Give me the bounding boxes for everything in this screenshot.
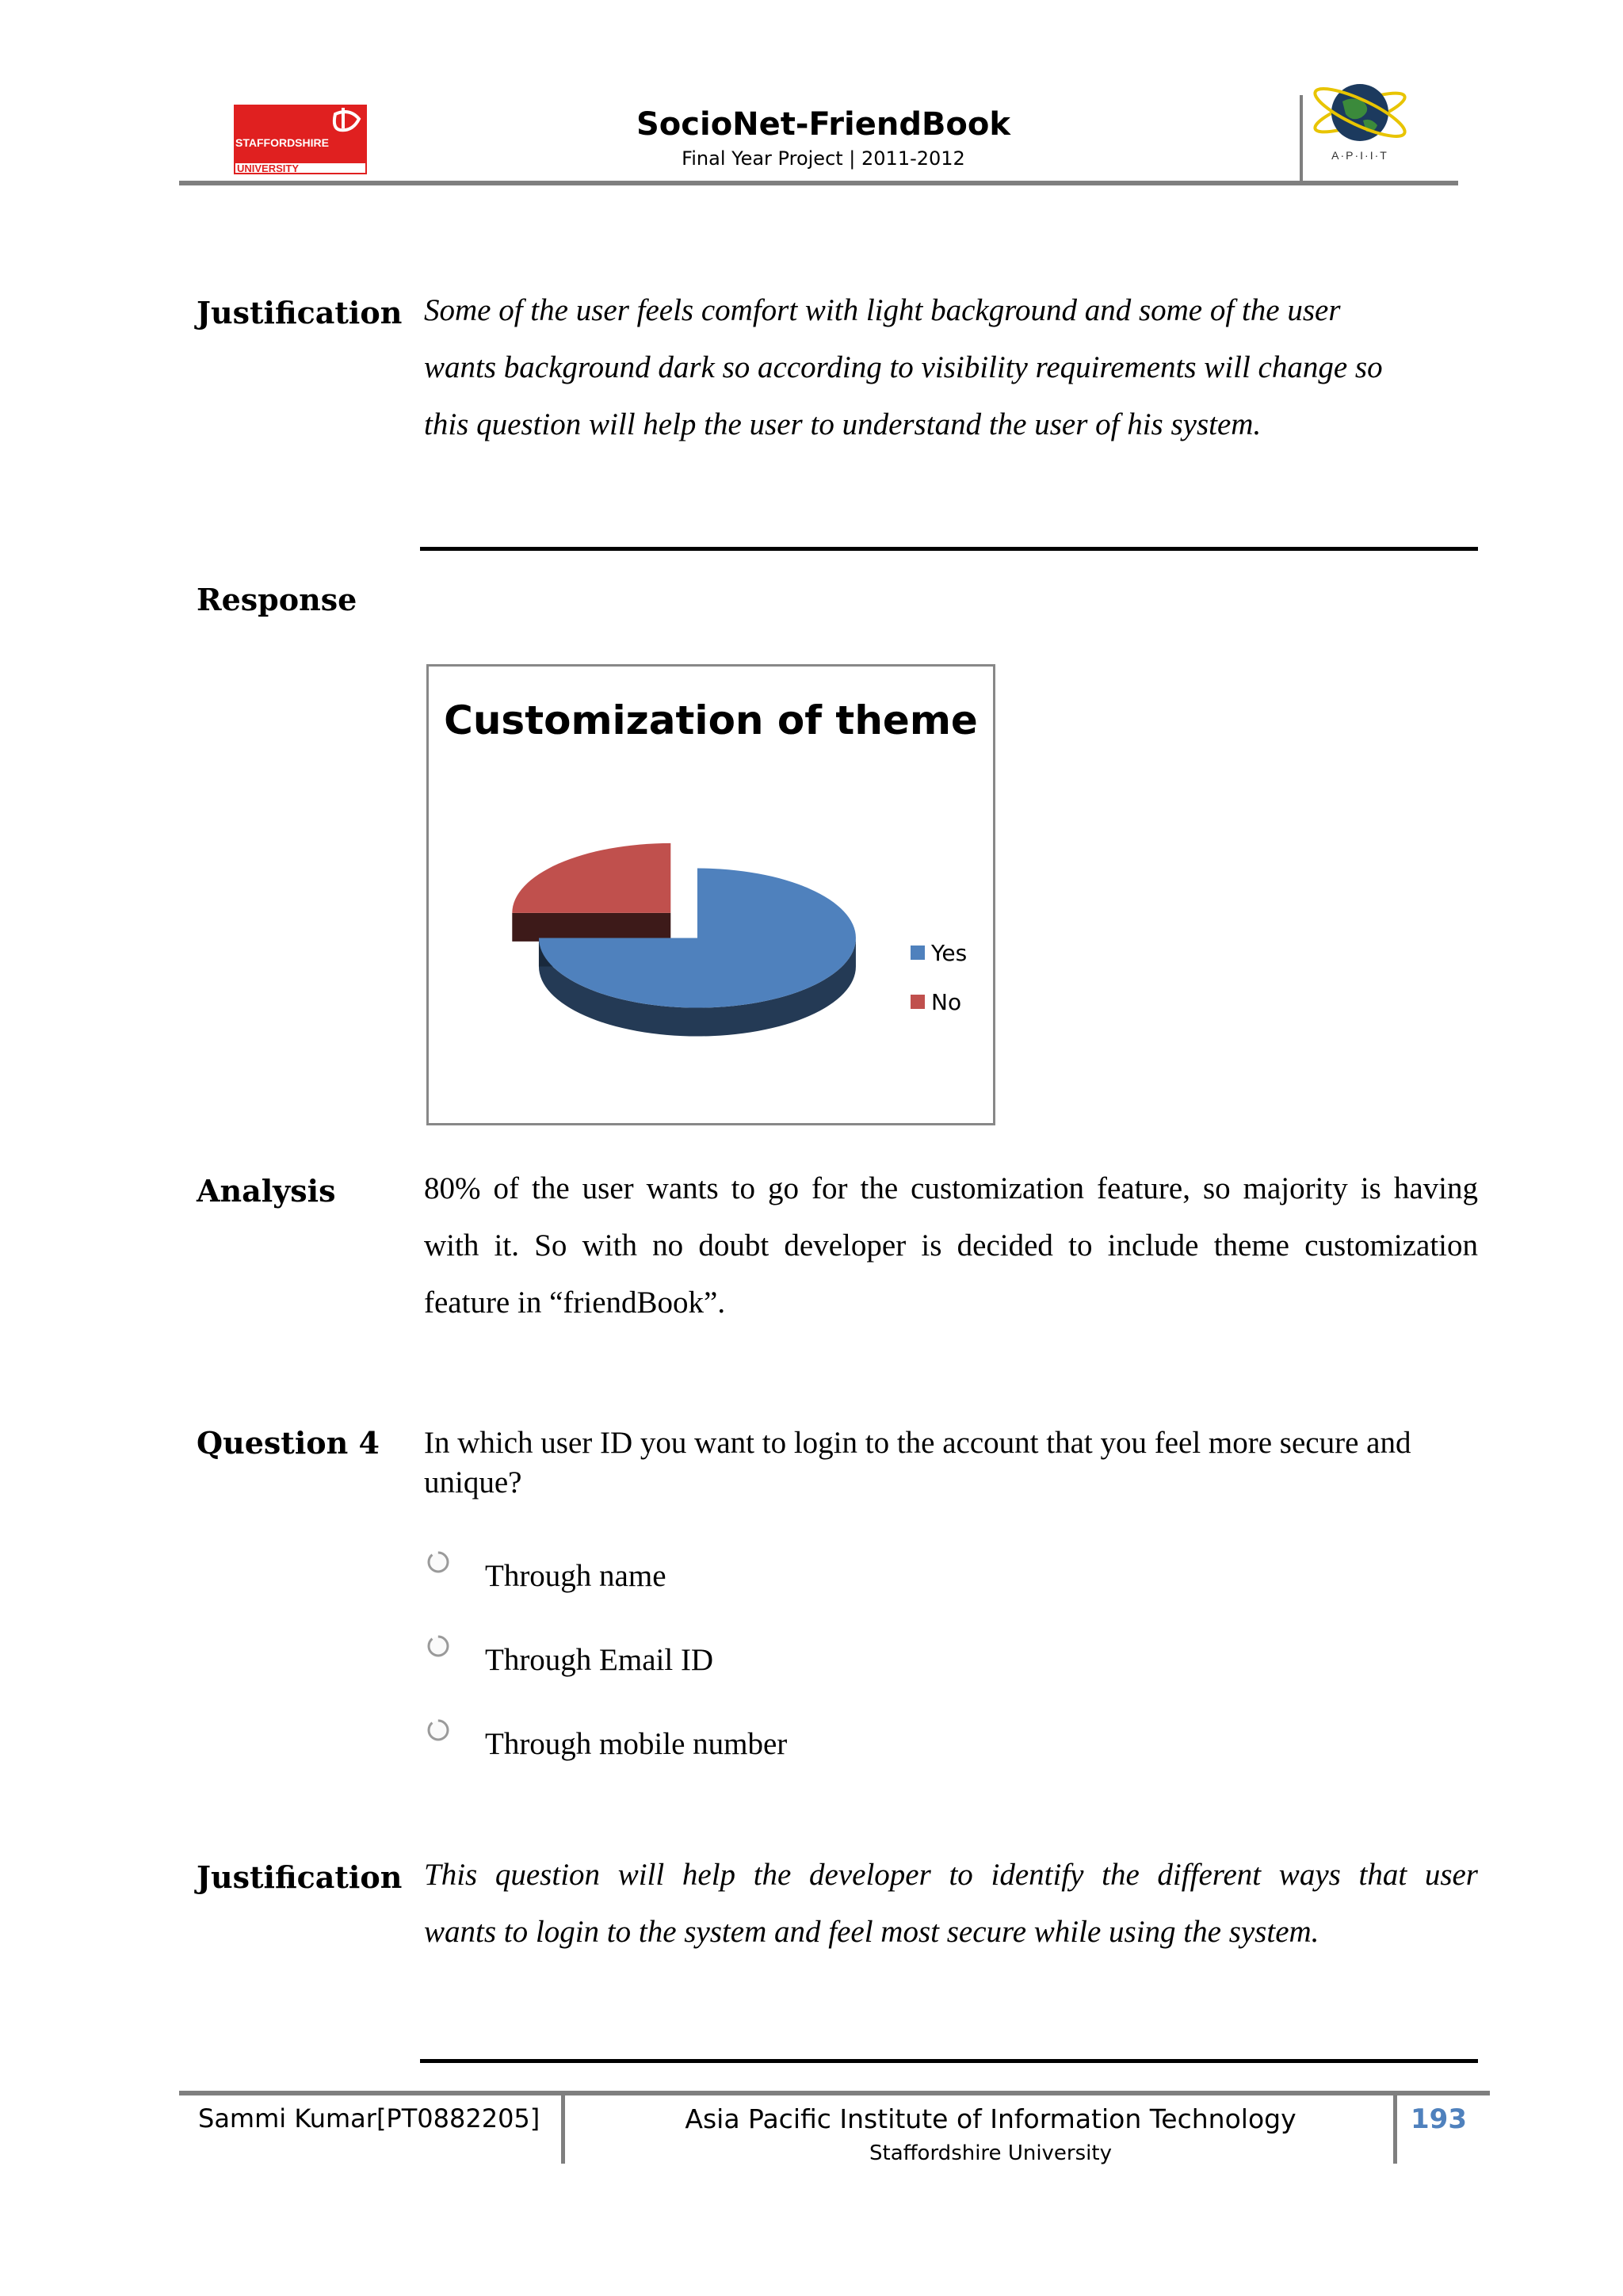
- staffordshire-logo-line1: STAFFORDSHIRE: [235, 136, 329, 149]
- analysis-line: feature in “friendBook”.: [424, 1286, 726, 1320]
- section-rule-2: [420, 2059, 1478, 2063]
- apiit-logo-text: A·P·I·I·T: [1331, 149, 1388, 162]
- response-label: Response: [197, 582, 357, 617]
- pie-chart: [426, 664, 995, 1125]
- footer-author: Sammi Kumar[PT0882205]: [198, 2103, 540, 2134]
- justification-text: [424, 282, 1478, 453]
- footer-divider: [1393, 2095, 1397, 2164]
- header-divider: [1300, 95, 1303, 181]
- legend-label-no: No: [931, 988, 962, 1015]
- analysis-line: with it. So with no doubt developer is decided to include theme customization: [424, 1228, 1478, 1263]
- justification-label-2: Justification: [197, 1859, 403, 1895]
- radio-option-email[interactable]: [426, 1634, 450, 1658]
- justification-label: Justification: [197, 295, 403, 330]
- question-text: [424, 1423, 1478, 1503]
- analysis-line: 80% of the user wants to go for the customization feature, so majority is having: [424, 1171, 1478, 1205]
- option-through-email: Through Email ID: [485, 1643, 714, 1677]
- footer-university: Staffordshire University: [869, 2141, 1112, 2165]
- justification-line: This question will help the developer to identify the different ways that user: [424, 1858, 1478, 1892]
- question-label: Question 4: [197, 1425, 380, 1461]
- slice-no: [512, 843, 670, 913]
- page-number: 193: [1411, 2103, 1467, 2135]
- option-through-name: Through name: [485, 1559, 666, 1593]
- chart-legend: [911, 928, 967, 1026]
- justification-text-2: [424, 1847, 1478, 1961]
- apiit-logo: [1308, 73, 1412, 178]
- globe-icon: [1308, 73, 1412, 152]
- radio-option-mobile[interactable]: [426, 1718, 450, 1742]
- legend-item-no: [911, 977, 967, 1026]
- staffordshire-logo-line2: UNIVERSITY: [237, 162, 300, 174]
- question-line: unique?: [424, 1465, 522, 1499]
- justification-line: wants to login to the system and feel most secure while using the system.: [424, 1915, 1319, 1949]
- justification-line: Some of the user feels comfort with light background and some of the user: [424, 293, 1341, 327]
- legend-swatch-yes: [911, 946, 925, 960]
- analysis-label: Analysis: [197, 1173, 336, 1209]
- footer-rule: [179, 2091, 1490, 2095]
- legend-item-yes: [911, 928, 967, 977]
- justification-line: this question will help the user to understand the user of his system.: [424, 407, 1262, 441]
- legend-swatch-no: [911, 995, 925, 1009]
- pie-chart-plot: [429, 667, 993, 1123]
- justification-line: wants background dark so according to visibility requirements will change so: [424, 350, 1383, 384]
- header-title: SocioNet-FriendBook: [636, 106, 1010, 143]
- question-line: In which user ID you want to login to the account that you feel more secure and: [424, 1426, 1411, 1460]
- footer-divider: [561, 2095, 565, 2164]
- radio-option-name[interactable]: [426, 1550, 450, 1574]
- footer-institute: Asia Pacific Institute of Information Technology: [685, 2103, 1296, 2134]
- slice-no-cut: [512, 913, 670, 942]
- option-through-mobile: Through mobile number: [485, 1727, 788, 1761]
- section-rule: [420, 547, 1478, 551]
- legend-label-yes: Yes: [931, 939, 968, 966]
- analysis-text: [424, 1160, 1478, 1331]
- chart-title: Customization of theme: [444, 697, 978, 743]
- header-subtitle: Final Year Project | 2011-2012: [682, 147, 965, 170]
- header-rule: [179, 181, 1458, 185]
